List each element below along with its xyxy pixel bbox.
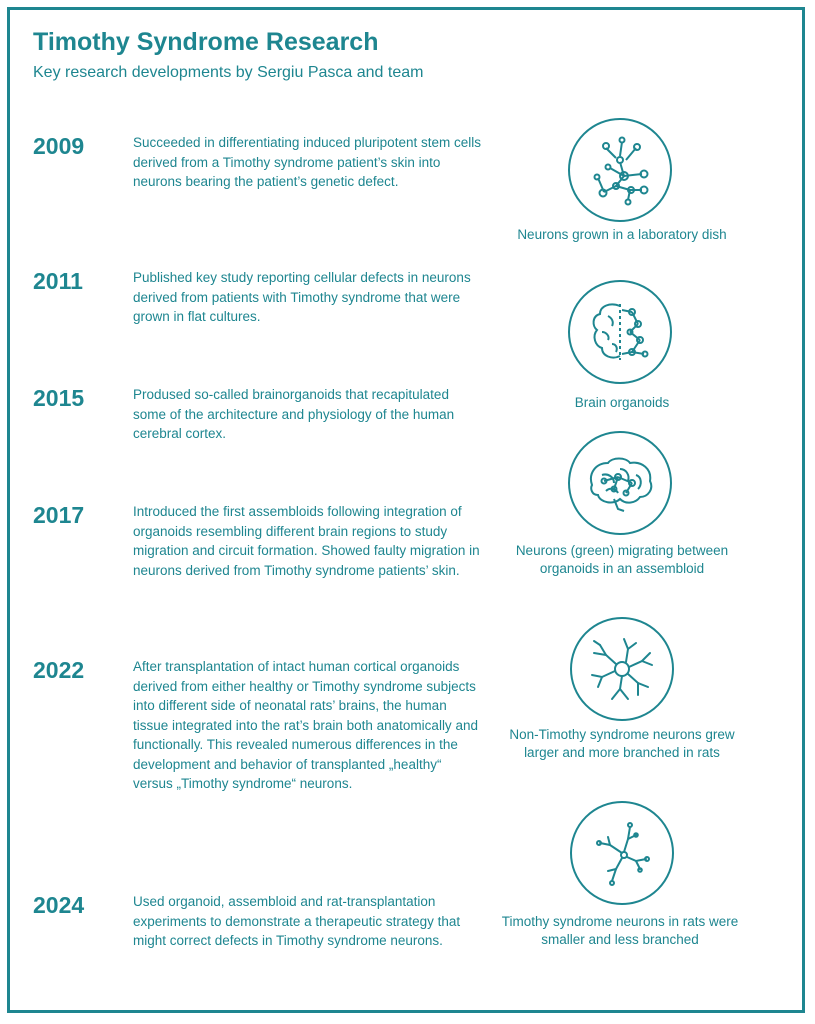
timeline-year: 2009 xyxy=(33,133,85,159)
timeline-description: Introduced the first assembloids following integration of organoids resembling different brain regions to study migration and circuit formation. Showed faulty migration in neurons derived from Timothy syndrome patients’ skin. xyxy=(133,504,480,578)
illustration-caption: Neurons grown in a laboratory dish xyxy=(517,227,727,242)
timeline-description: Prodused so-called brainorganoids that recapitulated some of the architecture and physiology of the human cerebral cortex. xyxy=(133,387,455,441)
timeline-year: 2017 xyxy=(33,502,85,528)
timeline-description: Used organoid, assembloid and rat-transplantation experiments to demonstrate a therapeutic strategy that might correct defects in Timothy syndrome neurons. xyxy=(133,894,461,948)
brain-organoid-icon xyxy=(568,280,672,384)
timeline-year: 2011 xyxy=(33,268,83,294)
timeline-description: Published key study reporting cellular defects in neurons derived from patients with Timothy syndrome that were grown in flat cultures. xyxy=(133,270,471,324)
assembloid-brain-icon xyxy=(568,431,672,535)
illustration-caption: Brain organoids xyxy=(574,395,670,410)
timeline-description: After transplantation of intact human cortical organoids derived from either healthy or Timothy syndrome subjects into different side of neonatal rats’ brains, the human tissue integrated into the rat’s brain both anatomically and functionally. This revealed numerous differences in the development and behavior of transplanted „healthy“ versus „Timothy syndrome“ neurons. xyxy=(133,659,478,791)
illustration-caption: Non-Timothy syndrome neurons grew larger and more branched in rats xyxy=(509,727,735,760)
page-title: Timothy Syndrome Research xyxy=(33,28,379,56)
page-subtitle: Key research developments by Sergiu Pasca and team xyxy=(33,64,424,81)
neuron-network-icon xyxy=(568,118,672,222)
large-neuron-icon xyxy=(570,617,674,721)
illustration-caption: Timothy syndrome neurons in rats were smaller and less branched xyxy=(501,914,739,947)
illustration-caption: Neurons (green) migrating between organoids in an assembloid xyxy=(515,543,729,576)
timeline-year: 2022 xyxy=(33,657,85,683)
timeline-description: Succeeded in differentiating induced pluripotent stem cells derived from a Timothy syndrome patient’s skin into neurons bearing the patient’s genetic defect. xyxy=(133,135,481,189)
timeline-year: 2015 xyxy=(33,385,85,411)
small-neuron-icon xyxy=(570,801,674,905)
timeline-year: 2024 xyxy=(33,892,85,918)
